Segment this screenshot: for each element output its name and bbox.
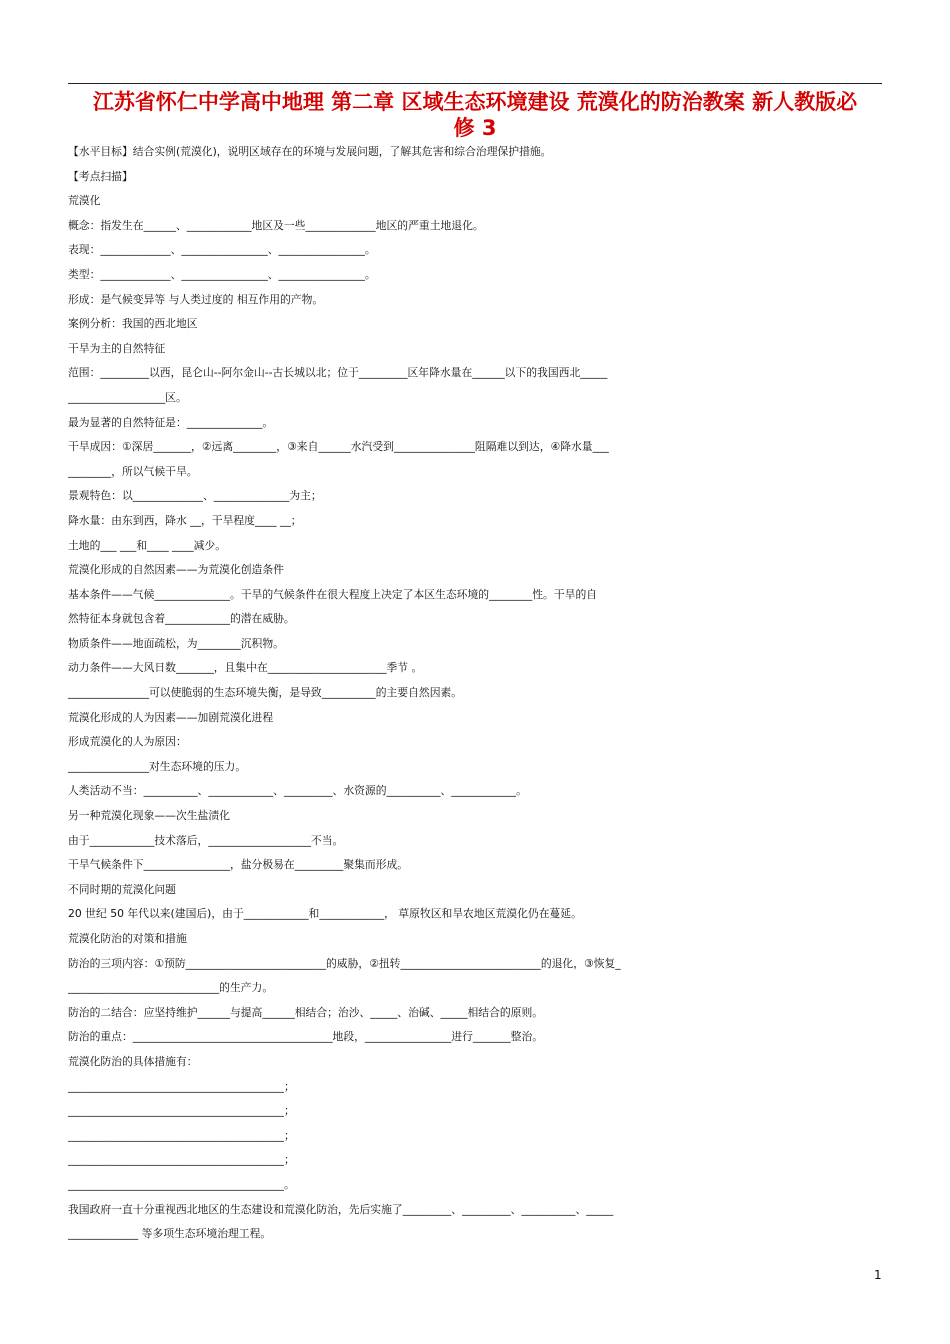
text-line: 形成：是气候变异等 与人类过度的 相互作用的产物。 xyxy=(68,292,324,306)
text-line: __________________区。 xyxy=(68,390,187,404)
text-line: 荒漠化形成的自然因素——为荒漠化创造条件 xyxy=(68,563,284,577)
text-line: ________________________________________； xyxy=(68,1153,295,1167)
title-line-2: 修 3 xyxy=(453,116,497,140)
text-line: ________________________________________； xyxy=(68,1079,295,1093)
text-line: 干旱成因：①深居_______，②远离________，③来自______水汽受到_______________阻隔难以到达，④降水量___ xyxy=(68,440,609,454)
text-line: 防治的重点：_____________________________________地段，________________进行_______整治。 xyxy=(68,1030,544,1044)
text-line: 表现：_____________、________________、________________。 xyxy=(68,243,376,257)
text-line: 荒漠化防治的具体措施有： xyxy=(68,1054,198,1068)
text-line: ____________________________的生产力。 xyxy=(68,981,274,995)
text-line: 防治的三项内容：①预防__________________________的威胁，②扭转__________________________的退化，③恢复_ xyxy=(68,956,621,970)
text-line: 降水量：由东到西，降水 __，干旱程度____ __； xyxy=(68,513,302,527)
text-line: 干旱为主的自然特征 xyxy=(68,341,166,355)
text-line: ________________________________________； xyxy=(68,1128,295,1142)
text-line: 物质条件——地面疏松，为________沉积物。 xyxy=(68,636,284,650)
text-line: 由于____________技术落后，___________________不当。 xyxy=(68,833,344,847)
text-line: ________________________________________。 xyxy=(68,1177,295,1191)
text-line: 类型：_____________、________________、________________。 xyxy=(68,267,376,281)
text-line: 荒漠化防治的对策和措施 xyxy=(68,932,187,945)
text-line: 基本条件——气候______________。干旱的气候条件在很大程度上决定了本区生态环境的________性。干旱的自 xyxy=(68,587,598,601)
text-line: 动力条件——大风日数_______，且集中在______________________季节 。 xyxy=(68,661,423,675)
text-line: 荒漠化 xyxy=(68,194,101,208)
text-line: _______________对生态环境的压力。 xyxy=(68,759,247,773)
text-line: 干旱气候条件下________________，盐分极易在_________聚集而形成。 xyxy=(68,858,409,872)
text-line: 荒漠化形成的人为因素——加剧荒漠化进程 xyxy=(68,710,274,724)
text-line: 【考点扫描】 xyxy=(68,169,133,183)
text-line: 另一种荒漠化现象——次生盐渍化 xyxy=(68,809,230,823)
text-line: _____________ 等多项生态环境治理工程。 xyxy=(68,1227,272,1241)
text-line: 然特征本身就包含着____________的潜在威胁。 xyxy=(68,612,295,626)
page-number: 1 xyxy=(874,1268,882,1282)
text-line: 防治的二结合：应坚持维护______与提高______相结合；治沙、_____、治碱、_____相结合的原则。 xyxy=(68,1005,544,1019)
title-line-1: 江苏省怀仁中学高中地理 第二章 区域生态环境建设 荒漠化的防治教案 新人教版必 xyxy=(92,90,858,114)
header-rule xyxy=(68,83,882,84)
text-line: 最为显著的自然特征是：______________。 xyxy=(68,415,274,429)
text-line: 我国政府一直十分重视西北地区的生态建设和荒漠化防治，先后实施了_________、_________、__________、_____ xyxy=(68,1202,614,1216)
text-line: 形成荒漠化的人为原因： xyxy=(68,735,187,749)
text-line: ________，所以气候干旱。 xyxy=(68,464,198,478)
document-body xyxy=(68,140,886,1247)
text-line: 案例分析：我国的西北地区 xyxy=(68,317,198,331)
text-line: 概念：指发生在______、____________地区及一些_____________地区的严重土地退化。 xyxy=(68,218,484,232)
text-line: 【水平目标】结合实例(荒漠化)，说明区域存在的环境与发展问题，了解其危害和综合治理保护措施。 xyxy=(68,145,552,158)
text-line: 20 世纪 50 年代以来(建国后)，由于____________和____________， 草原牧区和旱农地区荒漠化仍在蔓延。 xyxy=(68,907,582,921)
text-line: 人类活动不当：__________、____________、_________、水资源的__________、____________。 xyxy=(68,784,527,798)
text-line: 范围：_________以西，昆仑山--阿尔金山--古长城以北；位于_________区年降水量在______以下的我国西北_____ xyxy=(68,366,608,380)
text-line: _______________可以使脆弱的生态环境失衡，是导致__________的主要自然因素。 xyxy=(68,686,463,700)
text-line: ________________________________________； xyxy=(68,1104,295,1118)
text-line: 土地的___ ___和____ ____减少。 xyxy=(68,538,227,552)
document-title xyxy=(68,89,882,141)
text-line: 景观特色：以_____________、______________为主； xyxy=(68,489,322,503)
text-line: 不同时期的荒漠化问题 xyxy=(68,882,176,896)
